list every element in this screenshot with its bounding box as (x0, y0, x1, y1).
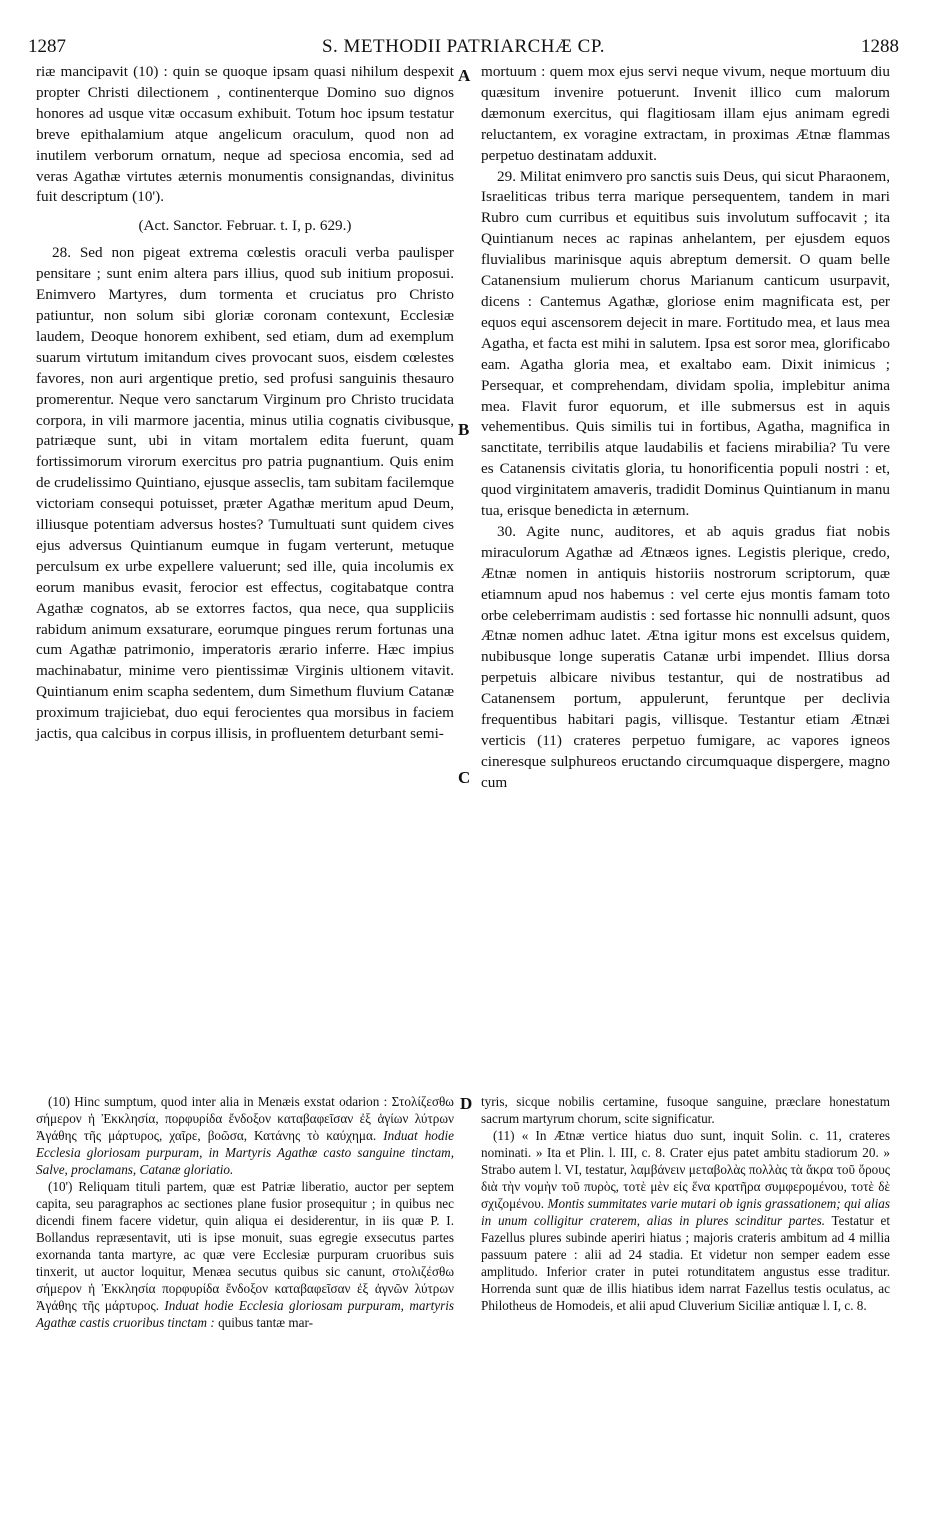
paragraph: riæ mancipavit (10) : quin se quoque ipsam quasi nihilum despexit propter Christi dilectionem , continenterque Domino suo dignos honores ad usque vitæ occasum exhibuit. Totum hoc ipsum testatur breve epithalamium atque angelicum oraculum, quod non ad inutilem verborum ornatum, neque ad speciosa encomia, sed ad veras Agathæ virtutes æternis monumentis consignandas, divinitus fuit descriptum (10'). (36, 63, 454, 206)
right-text-column (481, 62, 890, 794)
footnote-10-prime (36, 1178, 454, 1331)
margin-marker-d: D (460, 1094, 473, 1113)
footnote-continuation: tyris, sicque nobilis certamine, fusoque sanguine, præclare honestatum sacrum martyrum chorum, scite significatur. (481, 1094, 890, 1126)
paragraph: 30. Agite nunc, auditores, et ab aquis gradus fiat nobis miraculorum Agathæ ad Ætnæos ignes. Legistis plerique, credo, Ætnæ nomen in antiquis historiis nostrorum scriptorum, quæ etiamnum apud nos habemus : vel certe ejus montis famam toto orbe celeberrimam audistis : sed fortasse hic nonnulli adsunt, quos Ætnæ nomen adhuc latet. Ætna igitur mons est excelsus quidem, nubibusque longe superatis Catanæ urbi impendet. Illius dorsa perpetuis albicare nivibus testantur, qui de nostratibus ad Catanensem portum, appulerunt, feruntque per declivia frequentibus habitari pagis, villisque. Testantur etiam Ætnæi verticis (11) crateres perpetuo fumigare, ac vapores igneos cineresque sulphureos eructando circumquaque dispergere, magno cum (481, 522, 890, 791)
footnote-text: (10) Hinc sumptum, quod inter alia in Menæis exstat odarion : Στολίζεσθω σήμερον ἡ Ἐκκλησία, πορφυρίδα ἔνδοξον καταβαφεῖσαν ἐξ ἁγίων λύτρων Ἀγάθης τῆς μάρτυρος, χαῖρε, βοῶσα, Κατάνης τὸ καύχημα. (36, 1094, 454, 1143)
footnote-11 (481, 1127, 890, 1314)
footnote-italic-translation: Montis summitates varie mutari ob ignis grassationem; qui alias in unum colligitur craterem, alias in plures scinditur partes. (481, 1196, 890, 1228)
footnote-text: (11) « In Ætnæ vertice hiatus duo sunt, inquit Solin. c. 11, crateres nominati. » Ita et Plin. l. III, c. 8. Crater ejus patet ambitu stadiorum 20. » Strabo autem l. VI, testatur, λαμβάνειν μεταβολὰς πολλὰς τὰ ἄκρα τοῦ ὄρους διὰ τὴν νομὴν τοῦ πυρὸς, τοτὲ μὲν εἰς ἕνα κρατῆρα συμφερομένου, τοτὲ δὲ σχιζομένου. (481, 1128, 890, 1211)
margin-marker-a: A (458, 66, 471, 85)
footnote-text: (10') Reliquam tituli partem, quæ est Patriæ liberatio, auctor per septem capita, seu paragraphos ac sectiones plane fusior prosequitur ; in quibus nec dicendi finem facere videtur, quin aliqua ei desiderentur, in iis quæ P. I. Bollandus repræsentavit, uti is ipse monuit, suas egregie exsecutus partes exornanda tanta martyre, ac quæ vere Ecclesiæ purpuram cruoribus suis tinxerit, ut auctor loquitur, Menæa secutus quibus sic canunt, στολιζέσθω σήμερον ἡ Ἐκκλησία πορφυρίδα ἔνδοξον καταβαφεῖσαν ἐξ ἀγνῶν λύτρων Ἀγάθης τῆς μάρτυρος. (36, 1179, 454, 1313)
footnote-text: Testatur et Fazellus plures subinde aperiri hiatus ; majoris crateris ambitum ad 4 millia passuum patere : alii ad 24 stadia. Et videtur non semper eadem esse amplitudo. Inferior crater in putei rotunditatem angustus esse traditur. Horrenda sunt quæ de illis hiatibus idem narrat Fazellus testis oculatus, ac Philotheus de Homodeis, et alii apud Cluverium Siciliæ antiquæ l. I, c. 8. (481, 1213, 890, 1313)
left-page-number: 1287 (28, 36, 66, 57)
margin-marker-b: B (458, 420, 470, 439)
footnote-10 (36, 1093, 454, 1178)
left-footnotes (36, 1093, 454, 1331)
paragraph: mortuum : quem mox ejus servi neque vivum, neque mortuum diu quæsitum invenire potuerunt. Invenit illico cum malorum dæmonum exercitus, qui flagitiosam illam ejus animam egredi reluctantem, ex voragine extractam, in proximas Ætnæ flammas perpetuo destinatam adduxit. (481, 63, 890, 164)
margin-marker-c: C (458, 768, 471, 787)
right-page-number: 1288 (861, 36, 899, 57)
paragraph: 29. Militat enimvero pro sanctis suis Deus, qui sicut Pharaonem, Israeliticas tribus terra marique persequentem, tandem in mari Rubro cum curribus et equitibus suis involutum suffocavit ; ita Quintianum neces ac rapinas anhelantem, per ejusdem equos fluvialibus marinisque aquis abreptum demersit. O quam belle Catanensium mulierum chorus Marianum canticum usurpavit, dicens : Cantemus Agathæ, gloriose enim magnificata est, per equos equi ascensorem dejecit in mare. Fortitudo mea, et laus mea Agatha, et facta est mihi in salutem. Ipsa est soror mea, glorificabo eam. Agatha gloria mea, et exaltabo eam. Dixit inimicus ; Persequar, et comprehendam, dividam spolia, implebitur anima mea. Flavit furor equorum, et ille submersus est in aquis vehementibus. Quis similis tui in fortibus, Agatha, magnifica in sanctitate, terribilis atque laudabilis et faciens mirabilia? Tu vere es Catanensis civitatis gloria, tu honorificentia populi nostri : et, quod virginitatem amaveris, tradidit Dominus Quintianum in manu tua, erisque benedicta in æternum. (481, 167, 890, 520)
footnote-text: quibus tantæ mar- (218, 1315, 314, 1330)
footnote-italic-translation: Induat hodie Ecclesia gloriosam purpuram, martyris Agathæ castis cruoribus tinctam : (36, 1298, 455, 1330)
running-title: S. METHODII PATRIARCHÆ CP. (321, 36, 606, 57)
left-text-column (36, 62, 454, 745)
paragraph: 28. Sed non pigeat extrema cœlestis oraculi verba paulisper pensitare ; sunt enim altera pars illius, quod sub initium proposui. Enimvero Martyres, dum tormenta et cruciatus pro Christo patiuntur, non solum sibi gloriæ coronam contexunt, Ecclesiæ laudem, Deoque honorem exhibent, sed etiam, dum ad exemplum suarum virtutum imitandum cives provocant suos, eisdem cœlestes favores, non auri argentique pretio, sed profusi sanguinis thesauro promerentur. Neque vero sanctarum Virginum pro Christo trucidata corpora, in vili marmore jacentia, minus utilia cognatis civibusque, patriæque sunt, ubi in vitam mortalem edita fuerunt, quam fortissimorum virorum exercitus pro patria pugnantium. Quis enim de crudelissimo Quintiano, ejusque asseclis, tam subitam facilemque victoriam consequi potuisset, præter Agathæ meritum apud Deum, illiusque potentiam adversus hostes? Tumultuati sunt quidem cives ejus adversus Quintianum eumque in fugam verterunt, metuque perculsum ex urbe expellere valuerunt; sed ille, quia incolumis ex eorum manibus evasit, ferocior est effectus, cogitabatque contra Agathæ cognatos, ab se extorres factos, qua nece, qua suppliciis rabidum animum exsaturare, eorumque pingues rerum fortunas una cum Agathæ patrimonio, imperatoris ærario inferre. Hæc impius machinabatur, minime vero pientissimæ Virginis ultionem vitavit. Quintianum enim scapha sedentem, dum Simethum fluvium Catanæ proximum trajiciebat, duo equi ferocientes qua morsibus in faciem jactis, qua calcibus in corpus illisis, in profluentem deturbant semi- (36, 244, 454, 743)
citation: (Act. Sanctor. Februar. t. I, p. 629.) (138, 217, 352, 235)
running-header (0, 36, 927, 60)
footnote-italic-translation: Induat hodie Ecclesia gloriosam purpuram, in Martyris Agathæ casto sanguine tinctam, Salve, proclamans, Catanæ gloriatio. (36, 1128, 455, 1177)
right-footnotes (481, 1093, 890, 1314)
